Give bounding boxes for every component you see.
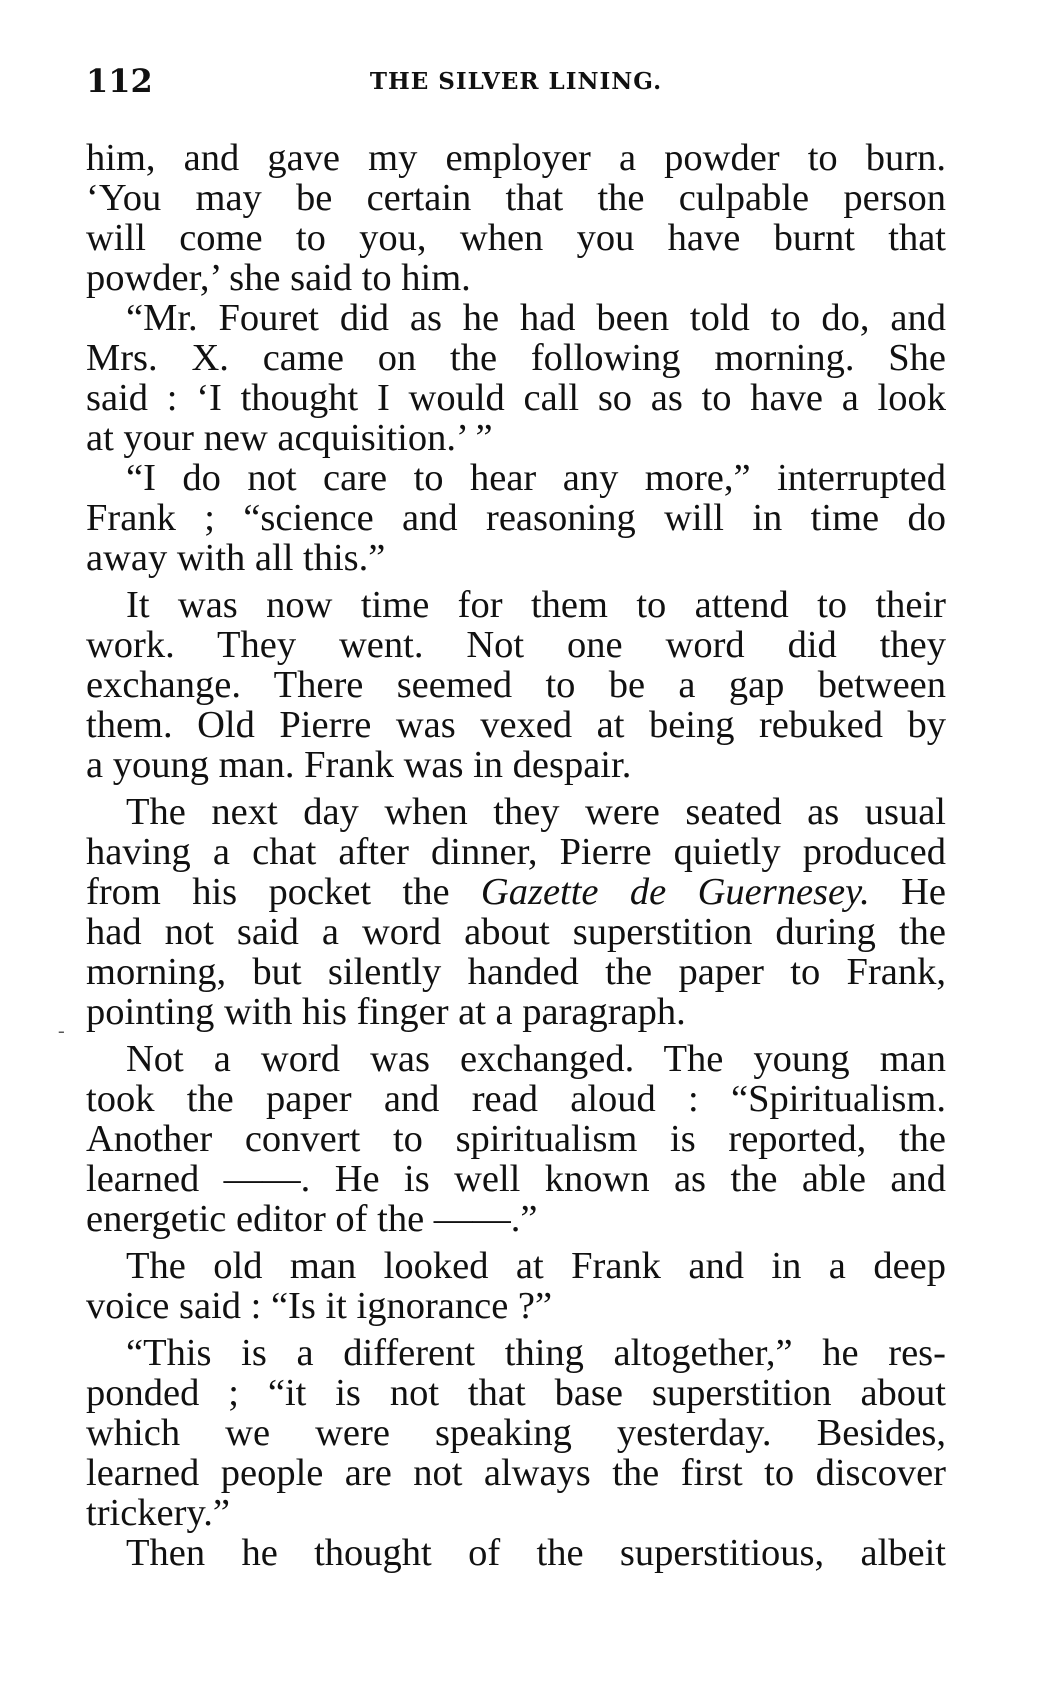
newspaper-title: Gazette de Guernesey. [480,871,870,913]
text-line: said : ‘I thought I would call so as to have a look [86,377,946,419]
text-line: took the paper and read aloud : “Spiritualism. [86,1078,946,1120]
page-number: 112 [86,62,153,100]
text-line: The old man looked at Frank and in a deep [126,1245,946,1287]
text-line: learned people are not always the first to discover [86,1452,946,1494]
text-line: “I do not care to hear any more,” interrupted [126,457,946,499]
text-line: Another convert to spiritualism is reported, the [86,1118,946,1160]
text-line: pointing with his finger at a paragraph. [86,991,686,1033]
margin-mark: - [58,1020,65,1042]
text-line: which we were speaking yesterday. Besides, [86,1412,946,1454]
text-line: exchange. There seemed to be a gap between [86,664,946,706]
text-line: ‘You may be certain that the culpable person [86,177,946,219]
text-line: had not said a word about superstition during the [86,911,946,953]
text-line: Mrs. X. came on the following morning. She [86,337,946,379]
text-line: will come to you, when you have burnt that [86,217,946,259]
text-line: at your new acquisition.’ ” [86,417,493,459]
text-line: trickery.” [86,1492,230,1534]
page-header [86,62,946,112]
text-line: The next day when they were seated as usual [126,791,946,833]
text-line: ponded ; “it is not that base superstition about [86,1372,946,1414]
text-line: them. Old Pierre was vexed at being rebuked by [86,704,946,746]
text-line: It was now time for them to attend to their [126,584,946,626]
text-line: a young man. Frank was in despair. [86,744,632,786]
text-line: morning, but silently handed the paper to Frank, [86,951,946,993]
text-line: away with all this.” [86,537,386,579]
text-segment: He [901,871,946,913]
text-line: energetic editor of the ——.” [86,1198,538,1240]
text-line: “Mr. Fouret did as he had been told to do, and [126,297,946,339]
text-line: voice said : “Is it ignorance ?” [86,1285,553,1327]
text-line: him, and gave my employer a powder to burn. [86,137,946,179]
text-line: having a chat after dinner, Pierre quietly produced [86,831,946,873]
text-line: Then he thought of the superstitious, albeit [126,1532,946,1574]
text-line: learned ——. He is well known as the able and [86,1158,946,1200]
text-line: powder,’ she said to him. [86,257,471,299]
text-line: Not a word was exchanged. The young man [126,1038,946,1080]
text-line-with-title [86,872,946,912]
text-segment: from his pocket the [86,871,450,913]
text-line: “This is a different thing altogether,” he res- [126,1332,946,1374]
body-text [86,138,946,1573]
text-line: work. They went. Not one word did they [86,624,946,666]
running-head: THE SILVER LINING. [369,68,663,95]
text-line: Frank ; “science and reasoning will in time do [86,497,946,539]
